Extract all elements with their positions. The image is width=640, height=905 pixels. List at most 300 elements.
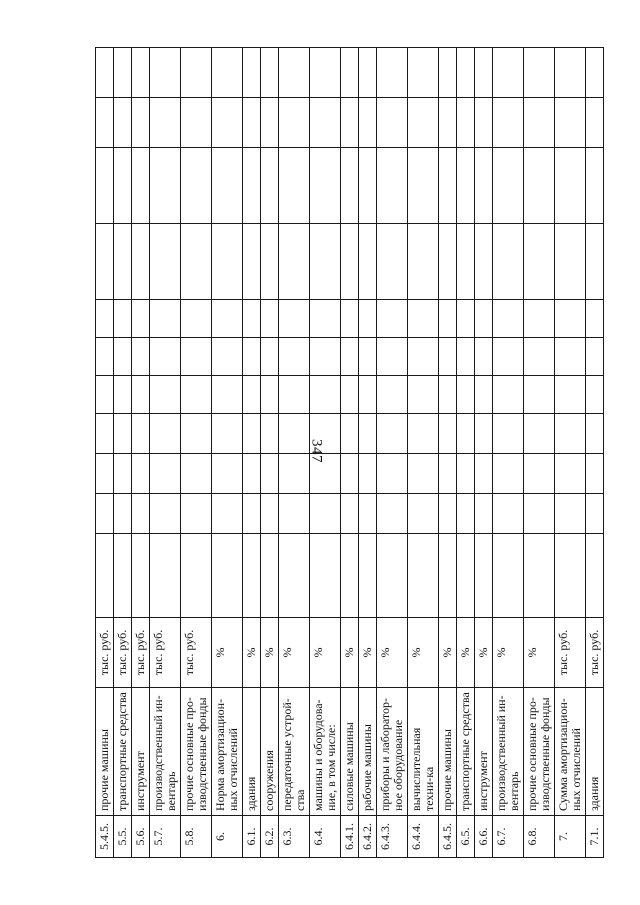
empty-value-cell	[377, 48, 408, 98]
empty-value-cell	[524, 454, 555, 494]
empty-value-cell	[408, 148, 439, 224]
empty-value-cell	[310, 300, 341, 338]
empty-value-cell	[475, 300, 493, 338]
empty-value-cell	[524, 338, 555, 376]
empty-value-cell	[555, 98, 586, 148]
empty-value-cell	[359, 148, 377, 224]
row-number-cell: 6.8.	[524, 816, 555, 858]
empty-value-cell	[457, 148, 475, 224]
empty-value-cell	[212, 300, 243, 338]
empty-value-cell	[457, 414, 475, 454]
empty-value-cell	[114, 494, 132, 534]
empty-value-cell	[408, 338, 439, 376]
empty-value-cell	[439, 454, 457, 494]
empty-value-cell	[475, 494, 493, 534]
empty-value-cell	[212, 98, 243, 148]
empty-value-cell	[586, 98, 604, 148]
table-row	[359, 48, 377, 858]
empty-value-cell	[586, 300, 604, 338]
empty-value-cell	[279, 494, 310, 534]
table-row	[377, 48, 408, 858]
row-name-cell: сооружения	[261, 688, 279, 816]
empty-value-cell	[261, 494, 279, 534]
empty-value-cell	[132, 494, 150, 534]
empty-value-cell	[475, 376, 493, 414]
empty-value-cell	[408, 454, 439, 494]
empty-value-cell	[555, 148, 586, 224]
table-rotor	[95, 48, 601, 858]
row-unit-cell: %	[212, 618, 243, 688]
row-number-cell: 6.6.	[475, 816, 493, 858]
empty-value-cell	[408, 224, 439, 300]
empty-value-cell	[212, 534, 243, 618]
row-number-cell: 7.	[555, 816, 586, 858]
row-name-cell: Сумма амортизацион-ных отчислений	[555, 688, 586, 816]
row-name-cell: приборы и лаборатор-ное оборудование	[377, 688, 408, 816]
empty-value-cell	[261, 454, 279, 494]
empty-value-cell	[493, 338, 524, 376]
row-unit-cell: %	[261, 618, 279, 688]
empty-value-cell	[555, 414, 586, 454]
page-number: 347	[308, 439, 325, 463]
empty-value-cell	[493, 414, 524, 454]
empty-value-cell	[555, 376, 586, 414]
empty-value-cell	[524, 376, 555, 414]
row-number-cell: 5.4.5.	[96, 816, 114, 858]
empty-value-cell	[114, 148, 132, 224]
empty-value-cell	[457, 48, 475, 98]
empty-value-cell	[243, 494, 261, 534]
empty-value-cell	[96, 98, 114, 148]
empty-value-cell	[243, 300, 261, 338]
empty-value-cell	[114, 534, 132, 618]
row-name-cell: прочие основные про-изводственные фонды	[181, 688, 212, 816]
empty-value-cell	[359, 48, 377, 98]
empty-value-cell	[150, 534, 181, 618]
row-name-cell: прочие основные про-изводственные фонды	[524, 688, 555, 816]
row-number-cell: 6.4.4.	[408, 816, 439, 858]
empty-value-cell	[439, 98, 457, 148]
empty-value-cell	[359, 414, 377, 454]
empty-value-cell	[377, 414, 408, 454]
empty-value-cell	[96, 148, 114, 224]
empty-value-cell	[96, 338, 114, 376]
empty-value-cell	[524, 98, 555, 148]
empty-value-cell	[457, 534, 475, 618]
empty-value-cell	[377, 534, 408, 618]
empty-value-cell	[181, 98, 212, 148]
row-name-cell: передаточные устрой-ства	[279, 688, 310, 816]
empty-value-cell	[359, 494, 377, 534]
empty-value-cell	[243, 338, 261, 376]
empty-value-cell	[475, 534, 493, 618]
row-name-cell: вычислительная техни-ка	[408, 688, 439, 816]
row-number-cell: 5.6.	[132, 816, 150, 858]
empty-value-cell	[310, 534, 341, 618]
empty-value-cell	[96, 414, 114, 454]
row-unit-cell: %	[341, 618, 359, 688]
empty-value-cell	[493, 148, 524, 224]
empty-value-cell	[457, 224, 475, 300]
row-number-cell: 6.3.	[279, 816, 310, 858]
empty-value-cell	[341, 534, 359, 618]
empty-value-cell	[181, 338, 212, 376]
row-unit-cell: %	[439, 618, 457, 688]
row-name-cell: здания	[586, 688, 604, 816]
empty-value-cell	[493, 454, 524, 494]
empty-value-cell	[114, 48, 132, 98]
row-number-cell: 6.4.3.	[377, 816, 408, 858]
empty-value-cell	[457, 454, 475, 494]
row-unit-cell: тыс. руб.	[586, 618, 604, 688]
row-number-cell: 6.	[212, 816, 243, 858]
empty-value-cell	[212, 224, 243, 300]
row-unit-cell: %	[279, 618, 310, 688]
empty-value-cell	[377, 376, 408, 414]
table-row	[310, 48, 341, 858]
empty-value-cell	[212, 454, 243, 494]
empty-value-cell	[555, 300, 586, 338]
empty-value-cell	[181, 494, 212, 534]
empty-value-cell	[181, 224, 212, 300]
row-unit-cell: %	[493, 618, 524, 688]
empty-value-cell	[310, 338, 341, 376]
empty-value-cell	[310, 148, 341, 224]
row-unit-cell: тыс. руб.	[132, 618, 150, 688]
row-name-cell: инструмент	[475, 688, 493, 816]
row-number-cell: 6.4.	[310, 816, 341, 858]
empty-value-cell	[555, 534, 586, 618]
empty-value-cell	[279, 148, 310, 224]
empty-value-cell	[261, 338, 279, 376]
table-row	[114, 48, 132, 858]
table-row	[408, 48, 439, 858]
empty-value-cell	[132, 338, 150, 376]
empty-value-cell	[586, 494, 604, 534]
empty-value-cell	[493, 48, 524, 98]
empty-value-cell	[439, 300, 457, 338]
empty-value-cell	[114, 98, 132, 148]
empty-value-cell	[586, 414, 604, 454]
empty-value-cell	[181, 454, 212, 494]
empty-value-cell	[408, 300, 439, 338]
empty-value-cell	[586, 376, 604, 414]
empty-value-cell	[150, 454, 181, 494]
empty-value-cell	[524, 300, 555, 338]
row-name-cell: машины и оборудова-ние, в том числе:	[310, 688, 341, 816]
empty-value-cell	[181, 48, 212, 98]
empty-value-cell	[341, 414, 359, 454]
empty-value-cell	[555, 48, 586, 98]
empty-value-cell	[439, 414, 457, 454]
empty-value-cell	[586, 338, 604, 376]
empty-value-cell	[261, 534, 279, 618]
empty-value-cell	[96, 454, 114, 494]
row-name-cell: транспортные средства	[114, 688, 132, 816]
row-number-cell: 6.4.5.	[439, 816, 457, 858]
empty-value-cell	[114, 454, 132, 494]
empty-value-cell	[310, 454, 341, 494]
empty-value-cell	[132, 534, 150, 618]
row-name-cell: производственный ин-вентарь	[150, 688, 181, 816]
table-row	[96, 48, 114, 858]
indicators-table	[95, 47, 604, 858]
empty-value-cell	[457, 494, 475, 534]
row-unit-cell: тыс. руб.	[114, 618, 132, 688]
table-row	[457, 48, 475, 858]
row-unit-cell: %	[243, 618, 261, 688]
empty-value-cell	[261, 224, 279, 300]
rotated-table-sheet	[95, 48, 601, 858]
empty-value-cell	[150, 224, 181, 300]
empty-value-cell	[279, 534, 310, 618]
empty-value-cell	[493, 98, 524, 148]
row-unit-cell: %	[377, 618, 408, 688]
empty-value-cell	[457, 98, 475, 148]
table-row	[475, 48, 493, 858]
empty-value-cell	[132, 300, 150, 338]
empty-value-cell	[150, 414, 181, 454]
empty-value-cell	[439, 338, 457, 376]
empty-value-cell	[181, 414, 212, 454]
table-row	[493, 48, 524, 858]
empty-value-cell	[586, 48, 604, 98]
empty-value-cell	[150, 338, 181, 376]
empty-value-cell	[212, 414, 243, 454]
empty-value-cell	[212, 148, 243, 224]
empty-value-cell	[359, 338, 377, 376]
empty-value-cell	[279, 338, 310, 376]
empty-value-cell	[212, 48, 243, 98]
empty-value-cell	[475, 454, 493, 494]
empty-value-cell	[586, 534, 604, 618]
empty-value-cell	[279, 98, 310, 148]
row-number-cell: 5.7.	[150, 816, 181, 858]
empty-value-cell	[310, 494, 341, 534]
empty-value-cell	[359, 454, 377, 494]
empty-value-cell	[341, 300, 359, 338]
empty-value-cell	[132, 224, 150, 300]
empty-value-cell	[439, 224, 457, 300]
empty-value-cell	[279, 376, 310, 414]
row-number-cell: 6.4.1.	[341, 816, 359, 858]
empty-value-cell	[150, 494, 181, 534]
empty-value-cell	[408, 48, 439, 98]
empty-value-cell	[132, 414, 150, 454]
empty-value-cell	[279, 300, 310, 338]
empty-value-cell	[359, 300, 377, 338]
empty-value-cell	[243, 454, 261, 494]
empty-value-cell	[439, 376, 457, 414]
empty-value-cell	[493, 224, 524, 300]
empty-value-cell	[132, 148, 150, 224]
empty-value-cell	[96, 48, 114, 98]
row-unit-cell: %	[457, 618, 475, 688]
table-row	[181, 48, 212, 858]
empty-value-cell	[181, 300, 212, 338]
empty-value-cell	[439, 48, 457, 98]
empty-value-cell	[279, 224, 310, 300]
empty-value-cell	[408, 98, 439, 148]
empty-value-cell	[150, 376, 181, 414]
empty-value-cell	[243, 148, 261, 224]
empty-value-cell	[457, 300, 475, 338]
empty-value-cell	[114, 376, 132, 414]
empty-value-cell	[377, 224, 408, 300]
row-name-cell: здания	[243, 688, 261, 816]
empty-value-cell	[524, 224, 555, 300]
empty-value-cell	[524, 148, 555, 224]
empty-value-cell	[261, 376, 279, 414]
empty-value-cell	[150, 48, 181, 98]
empty-value-cell	[310, 414, 341, 454]
empty-value-cell	[586, 224, 604, 300]
empty-value-cell	[359, 224, 377, 300]
empty-value-cell	[96, 534, 114, 618]
empty-value-cell	[493, 494, 524, 534]
empty-value-cell	[279, 414, 310, 454]
empty-value-cell	[341, 338, 359, 376]
empty-value-cell	[408, 494, 439, 534]
empty-value-cell	[261, 300, 279, 338]
empty-value-cell	[359, 376, 377, 414]
empty-value-cell	[96, 376, 114, 414]
empty-value-cell	[150, 98, 181, 148]
row-unit-cell: %	[524, 618, 555, 688]
table-row	[243, 48, 261, 858]
table-row	[150, 48, 181, 858]
row-name-cell: Норма амортизацион-ных отчислений	[212, 688, 243, 816]
empty-value-cell	[181, 376, 212, 414]
empty-value-cell	[243, 414, 261, 454]
row-name-cell: прочие машины	[96, 688, 114, 816]
row-name-cell: транспортные средства	[457, 688, 475, 816]
empty-value-cell	[377, 148, 408, 224]
empty-value-cell	[555, 454, 586, 494]
table-row	[212, 48, 243, 858]
row-name-cell: прочие машины	[439, 688, 457, 816]
row-unit-cell: тыс. руб.	[555, 618, 586, 688]
row-number-cell: 5.8.	[181, 816, 212, 858]
empty-value-cell	[261, 48, 279, 98]
row-number-cell: 6.2.	[261, 816, 279, 858]
row-number-cell: 6.4.2.	[359, 816, 377, 858]
empty-value-cell	[377, 98, 408, 148]
empty-value-cell	[243, 98, 261, 148]
empty-value-cell	[96, 300, 114, 338]
empty-value-cell	[114, 414, 132, 454]
empty-value-cell	[114, 338, 132, 376]
empty-value-cell	[114, 224, 132, 300]
empty-value-cell	[524, 48, 555, 98]
empty-value-cell	[96, 494, 114, 534]
empty-value-cell	[341, 148, 359, 224]
empty-value-cell	[586, 454, 604, 494]
empty-value-cell	[439, 534, 457, 618]
empty-value-cell	[132, 454, 150, 494]
empty-value-cell	[408, 376, 439, 414]
empty-value-cell	[475, 414, 493, 454]
row-unit-cell: тыс. руб.	[150, 618, 181, 688]
empty-value-cell	[408, 534, 439, 618]
empty-value-cell	[439, 494, 457, 534]
empty-value-cell	[359, 98, 377, 148]
table-row	[132, 48, 150, 858]
empty-value-cell	[408, 414, 439, 454]
empty-value-cell	[457, 376, 475, 414]
empty-value-cell	[377, 454, 408, 494]
row-unit-cell: тыс. руб.	[96, 618, 114, 688]
empty-value-cell	[243, 534, 261, 618]
empty-value-cell	[377, 338, 408, 376]
empty-value-cell	[132, 48, 150, 98]
row-unit-cell: %	[359, 618, 377, 688]
empty-value-cell	[310, 376, 341, 414]
table-row	[279, 48, 310, 858]
empty-value-cell	[114, 300, 132, 338]
empty-value-cell	[341, 224, 359, 300]
empty-value-cell	[310, 48, 341, 98]
empty-value-cell	[212, 338, 243, 376]
empty-value-cell	[279, 48, 310, 98]
empty-value-cell	[181, 148, 212, 224]
row-number-cell: 6.7.	[493, 816, 524, 858]
empty-value-cell	[555, 224, 586, 300]
empty-value-cell	[341, 98, 359, 148]
empty-value-cell	[243, 48, 261, 98]
empty-value-cell	[132, 98, 150, 148]
row-unit-cell: тыс. руб.	[181, 618, 212, 688]
empty-value-cell	[439, 148, 457, 224]
empty-value-cell	[475, 148, 493, 224]
empty-value-cell	[150, 300, 181, 338]
empty-value-cell	[377, 300, 408, 338]
empty-value-cell	[524, 414, 555, 454]
empty-value-cell	[493, 300, 524, 338]
row-unit-cell: %	[408, 618, 439, 688]
empty-value-cell	[261, 98, 279, 148]
row-name-cell: производственный ин-вентарь	[493, 688, 524, 816]
row-number-cell: 7.1.	[586, 816, 604, 858]
empty-value-cell	[279, 454, 310, 494]
empty-value-cell	[475, 98, 493, 148]
row-number-cell: 5.5.	[114, 816, 132, 858]
empty-value-cell	[586, 148, 604, 224]
empty-value-cell	[96, 224, 114, 300]
empty-value-cell	[359, 534, 377, 618]
row-number-cell: 6.1.	[243, 816, 261, 858]
empty-value-cell	[150, 148, 181, 224]
empty-value-cell	[261, 414, 279, 454]
empty-value-cell	[475, 48, 493, 98]
empty-value-cell	[132, 376, 150, 414]
table-row	[524, 48, 555, 858]
empty-value-cell	[243, 376, 261, 414]
row-name-cell: силовые машины	[341, 688, 359, 816]
empty-value-cell	[524, 534, 555, 618]
empty-value-cell	[457, 338, 475, 376]
empty-value-cell	[310, 224, 341, 300]
empty-value-cell	[261, 148, 279, 224]
table-row	[586, 48, 604, 858]
table-row	[439, 48, 457, 858]
empty-value-cell	[493, 376, 524, 414]
empty-value-cell	[212, 376, 243, 414]
empty-value-cell	[181, 534, 212, 618]
empty-value-cell	[212, 494, 243, 534]
empty-value-cell	[555, 494, 586, 534]
empty-value-cell	[341, 376, 359, 414]
